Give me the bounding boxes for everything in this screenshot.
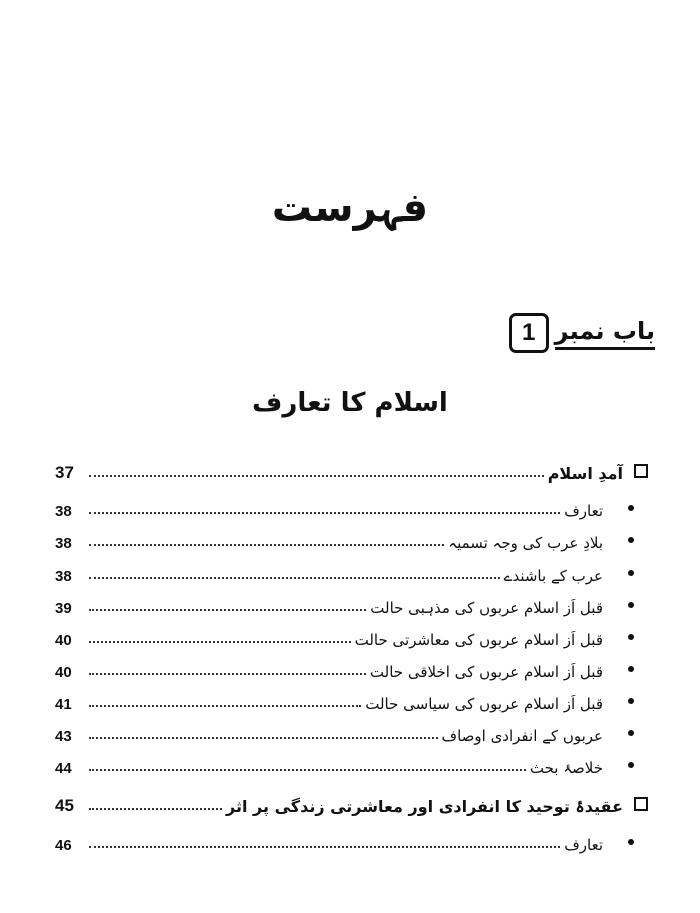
entry-page-number: 38 xyxy=(55,535,72,552)
entry-title: قبل اَز اسلام عربوں کی مذہبی حالت xyxy=(370,599,603,617)
dot-leader xyxy=(89,769,526,771)
entry-title: عرب کے باشندے xyxy=(503,567,603,585)
dot-leader xyxy=(89,705,361,707)
entry-page-number: 38 xyxy=(55,568,72,585)
entry-page-number: 45 xyxy=(55,796,74,815)
entry-title: قبل اَز اسلام عربوں کی معاشرتی حالت xyxy=(354,631,603,649)
toc-entry-main[interactable] xyxy=(55,455,655,483)
bullet-icon xyxy=(607,561,655,585)
dot-leader xyxy=(89,577,500,579)
dot-leader xyxy=(89,512,560,514)
toc-entry[interactable] xyxy=(55,685,655,713)
entry-page-number: 40 xyxy=(55,664,72,681)
dot-leader xyxy=(89,846,560,848)
toc-entry-main[interactable] xyxy=(55,788,655,816)
entry-title: عقیدۂ توحید کا انفرادی اور معاشرتی زندگی پر اثر xyxy=(226,797,623,816)
entry-title: تعارف xyxy=(564,836,603,854)
chapter-number-badge: 1 xyxy=(509,313,549,353)
bullet-icon xyxy=(607,625,655,649)
bullet-icon xyxy=(607,830,655,854)
toc-entry[interactable] xyxy=(55,557,655,585)
entry-page-number: 37 xyxy=(55,463,74,482)
dot-leader xyxy=(89,609,366,611)
toc-entry[interactable] xyxy=(55,749,655,777)
bullet-icon xyxy=(607,496,655,520)
bullet-icon xyxy=(607,528,655,552)
bullet-icon xyxy=(607,657,655,681)
chapter-label: باب نمبر xyxy=(555,317,655,350)
entry-page-number: 39 xyxy=(55,600,72,617)
bullet-icon xyxy=(607,593,655,617)
toc-entry[interactable] xyxy=(55,589,655,617)
entry-title: قبل اَز اسلام عربوں کی سیاسی حالت xyxy=(365,695,603,713)
section-title: اسلام کا تعارف xyxy=(252,388,448,418)
page-title: فہرست xyxy=(271,185,429,231)
entry-title: تعارف xyxy=(564,502,603,520)
dot-leader xyxy=(89,808,222,810)
bullet-icon xyxy=(607,689,655,713)
chapter-heading xyxy=(509,313,655,353)
entry-page-number: 38 xyxy=(55,503,72,520)
entry-page-number: 46 xyxy=(55,837,72,854)
toc-entry[interactable] xyxy=(55,524,655,552)
entry-title: آمدِ اسلام xyxy=(547,464,623,483)
toc-entry[interactable] xyxy=(55,492,655,520)
toc-entry[interactable] xyxy=(55,653,655,681)
entry-title: بلادِ عرب کی وجہ تسمیہ xyxy=(448,534,603,552)
dot-leader xyxy=(89,673,366,675)
toc-entry[interactable] xyxy=(55,826,655,854)
dot-leader xyxy=(89,475,544,477)
entry-page-number: 41 xyxy=(55,696,72,713)
bullet-icon xyxy=(607,753,655,777)
entry-page-number: 40 xyxy=(55,632,72,649)
entry-page-number: 43 xyxy=(55,728,72,745)
entry-title: خلاصۂ بحث xyxy=(529,759,603,777)
bullet-icon xyxy=(607,721,655,745)
checkbox-square-icon xyxy=(627,459,655,483)
dot-leader xyxy=(89,641,351,643)
entry-title: عربوں کے انفرادی اوصاف xyxy=(441,727,603,745)
toc-entry[interactable] xyxy=(55,717,655,745)
dot-leader xyxy=(89,737,438,739)
checkbox-square-icon xyxy=(627,792,655,816)
dot-leader xyxy=(89,544,444,546)
toc-entry[interactable] xyxy=(55,621,655,649)
entry-title: قبل اَز اسلام عربوں کی اخلاقی حالت xyxy=(369,663,603,681)
entry-page-number: 44 xyxy=(55,760,72,777)
